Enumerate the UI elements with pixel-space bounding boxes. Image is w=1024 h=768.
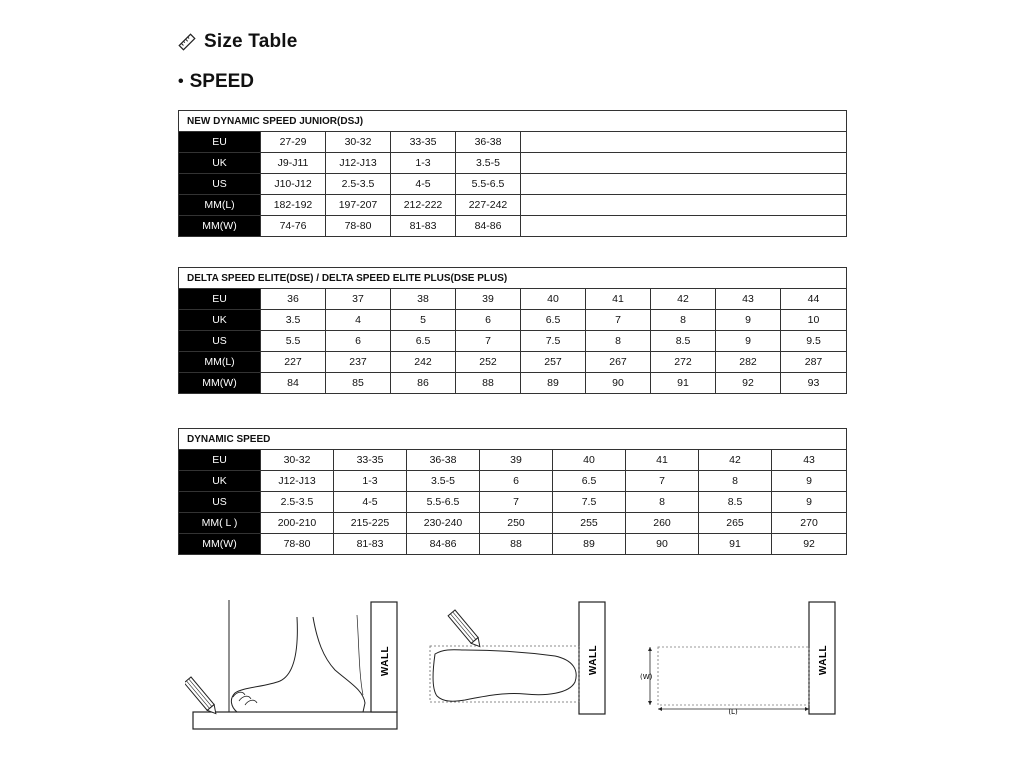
- row-label: UK: [179, 471, 261, 492]
- table-row: [179, 450, 847, 471]
- row-label: UK: [179, 310, 261, 331]
- table-cell: 6: [326, 331, 391, 352]
- table-cell: 40: [521, 289, 586, 310]
- row-label: EU: [179, 450, 261, 471]
- table-cell: 37: [326, 289, 391, 310]
- table-cell: 36: [261, 289, 326, 310]
- row-label: EU: [179, 289, 261, 310]
- table-cell: 212-222: [391, 195, 456, 216]
- table-cell: 200-210: [261, 513, 334, 534]
- table-row: [179, 132, 847, 153]
- table-cell: 81-83: [391, 216, 456, 237]
- table-cell: 5.5-6.5: [407, 492, 480, 513]
- table-cell: 84-86: [407, 534, 480, 555]
- pencil-icon: [185, 677, 219, 716]
- table-row: [179, 174, 847, 195]
- table-cell: 85: [326, 373, 391, 394]
- table-row: [179, 310, 847, 331]
- table-cell: 227-242: [456, 195, 521, 216]
- table-cell: 74-76: [261, 216, 326, 237]
- table-cell: 36-38: [407, 450, 480, 471]
- empty-cell: [521, 195, 847, 216]
- table-cell: 40: [553, 450, 626, 471]
- table-cell: 6.5: [391, 331, 456, 352]
- size-table-dynamic-speed: [178, 428, 847, 555]
- table-cell: 91: [699, 534, 772, 555]
- table-cell: J10-J12: [261, 174, 326, 195]
- table-cell: 44: [781, 289, 847, 310]
- section-title-text: SPEED: [189, 71, 255, 92]
- row-label: EU: [179, 132, 261, 153]
- table-cell: 42: [651, 289, 716, 310]
- measurement-diagram: [636, 598, 841, 718]
- table-cell: 257: [521, 352, 586, 373]
- table-row: [179, 216, 847, 237]
- table-cell: 8: [626, 492, 699, 513]
- row-label: MM(W): [179, 534, 261, 555]
- table-cell: 282: [716, 352, 781, 373]
- table-cell: 182-192: [261, 195, 326, 216]
- row-label: US: [179, 331, 261, 352]
- table-cell: 84-86: [456, 216, 521, 237]
- table-row: [179, 373, 847, 394]
- table-row: [179, 534, 847, 555]
- row-label: US: [179, 492, 261, 513]
- table-cell: 8: [586, 331, 651, 352]
- table-cell: 10: [781, 310, 847, 331]
- table-cell: 237: [326, 352, 391, 373]
- table-cell: 5: [391, 310, 456, 331]
- table-cell: 42: [699, 450, 772, 471]
- row-label: UK: [179, 153, 261, 174]
- table-cell: 8.5: [651, 331, 716, 352]
- foot-outline: [433, 650, 576, 702]
- foot-outline: [231, 617, 365, 712]
- wall-label: WALL: [588, 644, 599, 676]
- table-cell: 260: [626, 513, 699, 534]
- page-heading: [178, 31, 298, 53]
- table-cell: 41: [586, 289, 651, 310]
- table-row: [179, 492, 847, 513]
- table-cell: 90: [586, 373, 651, 394]
- wall-label: WALL: [380, 645, 391, 677]
- table-cell: 230-240: [407, 513, 480, 534]
- table-cell: 5.5: [261, 331, 326, 352]
- page-title: Size Table: [204, 31, 298, 52]
- row-label: MM(L): [179, 195, 261, 216]
- table-cell: 9.5: [781, 331, 847, 352]
- table-cell: 86: [391, 373, 456, 394]
- empty-cell: [521, 153, 847, 174]
- table-cell: J9-J11: [261, 153, 326, 174]
- table-cell: 4: [326, 310, 391, 331]
- empty-cell: [521, 132, 847, 153]
- table-cell: 9: [716, 331, 781, 352]
- size-table-dse: [178, 267, 847, 394]
- table-cell: 2.5-3.5: [261, 492, 334, 513]
- table-cell: 7: [480, 492, 553, 513]
- table-cell: 255: [553, 513, 626, 534]
- table-cell: 197-207: [326, 195, 391, 216]
- table-cell: 3.5-5: [456, 153, 521, 174]
- table-cell: 9: [716, 310, 781, 331]
- table-cell: 91: [651, 373, 716, 394]
- table-cell: 41: [626, 450, 699, 471]
- empty-cell: [521, 216, 847, 237]
- table-cell: 7.5: [553, 492, 626, 513]
- table-cell: J12-J13: [261, 471, 334, 492]
- table-cell: 39: [456, 289, 521, 310]
- table-cell: 92: [716, 373, 781, 394]
- row-label: MM(W): [179, 216, 261, 237]
- row-label: MM(W): [179, 373, 261, 394]
- table-cell: 7: [626, 471, 699, 492]
- table-cell: 89: [521, 373, 586, 394]
- table-cell: 38: [391, 289, 456, 310]
- table-cell: 30-32: [326, 132, 391, 153]
- table-cell: 272: [651, 352, 716, 373]
- table-row: [179, 289, 847, 310]
- table-cell: 287: [781, 352, 847, 373]
- bullet-icon: •: [178, 73, 184, 90]
- floor-block: [193, 712, 397, 729]
- table-cell: 252: [456, 352, 521, 373]
- table-cell: 9: [772, 492, 847, 513]
- table-cell: 267: [586, 352, 651, 373]
- table-cell: 9: [772, 471, 847, 492]
- wall-label: WALL: [818, 644, 829, 676]
- table-cell: 6: [456, 310, 521, 331]
- table-cell: 5.5-6.5: [456, 174, 521, 195]
- table-cell: 33-35: [334, 450, 407, 471]
- pencil-icon: [448, 610, 483, 649]
- table-cell: 215-225: [334, 513, 407, 534]
- table-cell: 93: [781, 373, 847, 394]
- table-cell: 227: [261, 352, 326, 373]
- table-cell: 78-80: [261, 534, 334, 555]
- table-caption: NEW DYNAMIC SPEED JUNIOR(DSJ): [179, 111, 847, 132]
- table-cell: 7: [456, 331, 521, 352]
- table-cell: 88: [456, 373, 521, 394]
- table-row: [179, 352, 847, 373]
- table-cell: 81-83: [334, 534, 407, 555]
- ruler-icon: [178, 33, 196, 51]
- foot-top-view-diagram: [425, 598, 610, 718]
- table-row: [179, 331, 847, 352]
- table-cell: 43: [716, 289, 781, 310]
- table-cell: 30-32: [261, 450, 334, 471]
- table-cell: 2.5-3.5: [326, 174, 391, 195]
- table-cell: 43: [772, 450, 847, 471]
- table-caption: DYNAMIC SPEED: [179, 429, 847, 450]
- row-label: MM( L ): [179, 513, 261, 534]
- table-cell: 1-3: [334, 471, 407, 492]
- table-row: [179, 153, 847, 174]
- table-cell: 27-29: [261, 132, 326, 153]
- table-cell: 33-35: [391, 132, 456, 153]
- foot-side-view-diagram: [185, 595, 405, 735]
- table-cell: 6.5: [521, 310, 586, 331]
- table-cell: 88: [480, 534, 553, 555]
- table-row: [179, 513, 847, 534]
- table-cell: 8: [651, 310, 716, 331]
- table-cell: 89: [553, 534, 626, 555]
- table-cell: 8: [699, 471, 772, 492]
- width-label: (W): [640, 673, 653, 681]
- table-cell: 90: [626, 534, 699, 555]
- table-cell: 6: [480, 471, 553, 492]
- row-label: US: [179, 174, 261, 195]
- row-label: MM(L): [179, 352, 261, 373]
- table-cell: 6.5: [553, 471, 626, 492]
- table-cell: 1-3: [391, 153, 456, 174]
- table-cell: 78-80: [326, 216, 391, 237]
- table-cell: 4-5: [334, 492, 407, 513]
- table-cell: 250: [480, 513, 553, 534]
- table-caption: DELTA SPEED ELITE(DSE) / DELTA SPEED ELITE PLUS(DSE PLUS): [179, 268, 847, 289]
- table-cell: J12-J13: [326, 153, 391, 174]
- table-cell: 39: [480, 450, 553, 471]
- table-cell: 4-5: [391, 174, 456, 195]
- table-cell: 84: [261, 373, 326, 394]
- table-cell: 7.5: [521, 331, 586, 352]
- table-cell: 270: [772, 513, 847, 534]
- table-cell: 242: [391, 352, 456, 373]
- empty-cell: [521, 174, 847, 195]
- table-cell: 265: [699, 513, 772, 534]
- table-row: [179, 471, 847, 492]
- size-table-dsj: [178, 110, 847, 237]
- section-title: [178, 71, 254, 93]
- outline-box: [658, 647, 809, 705]
- table-cell: 8.5: [699, 492, 772, 513]
- table-cell: 7: [586, 310, 651, 331]
- table-row: [179, 195, 847, 216]
- table-cell: 3.5-5: [407, 471, 480, 492]
- table-cell: 92: [772, 534, 847, 555]
- length-label: (L): [728, 708, 738, 716]
- table-cell: 36-38: [456, 132, 521, 153]
- table-cell: 3.5: [261, 310, 326, 331]
